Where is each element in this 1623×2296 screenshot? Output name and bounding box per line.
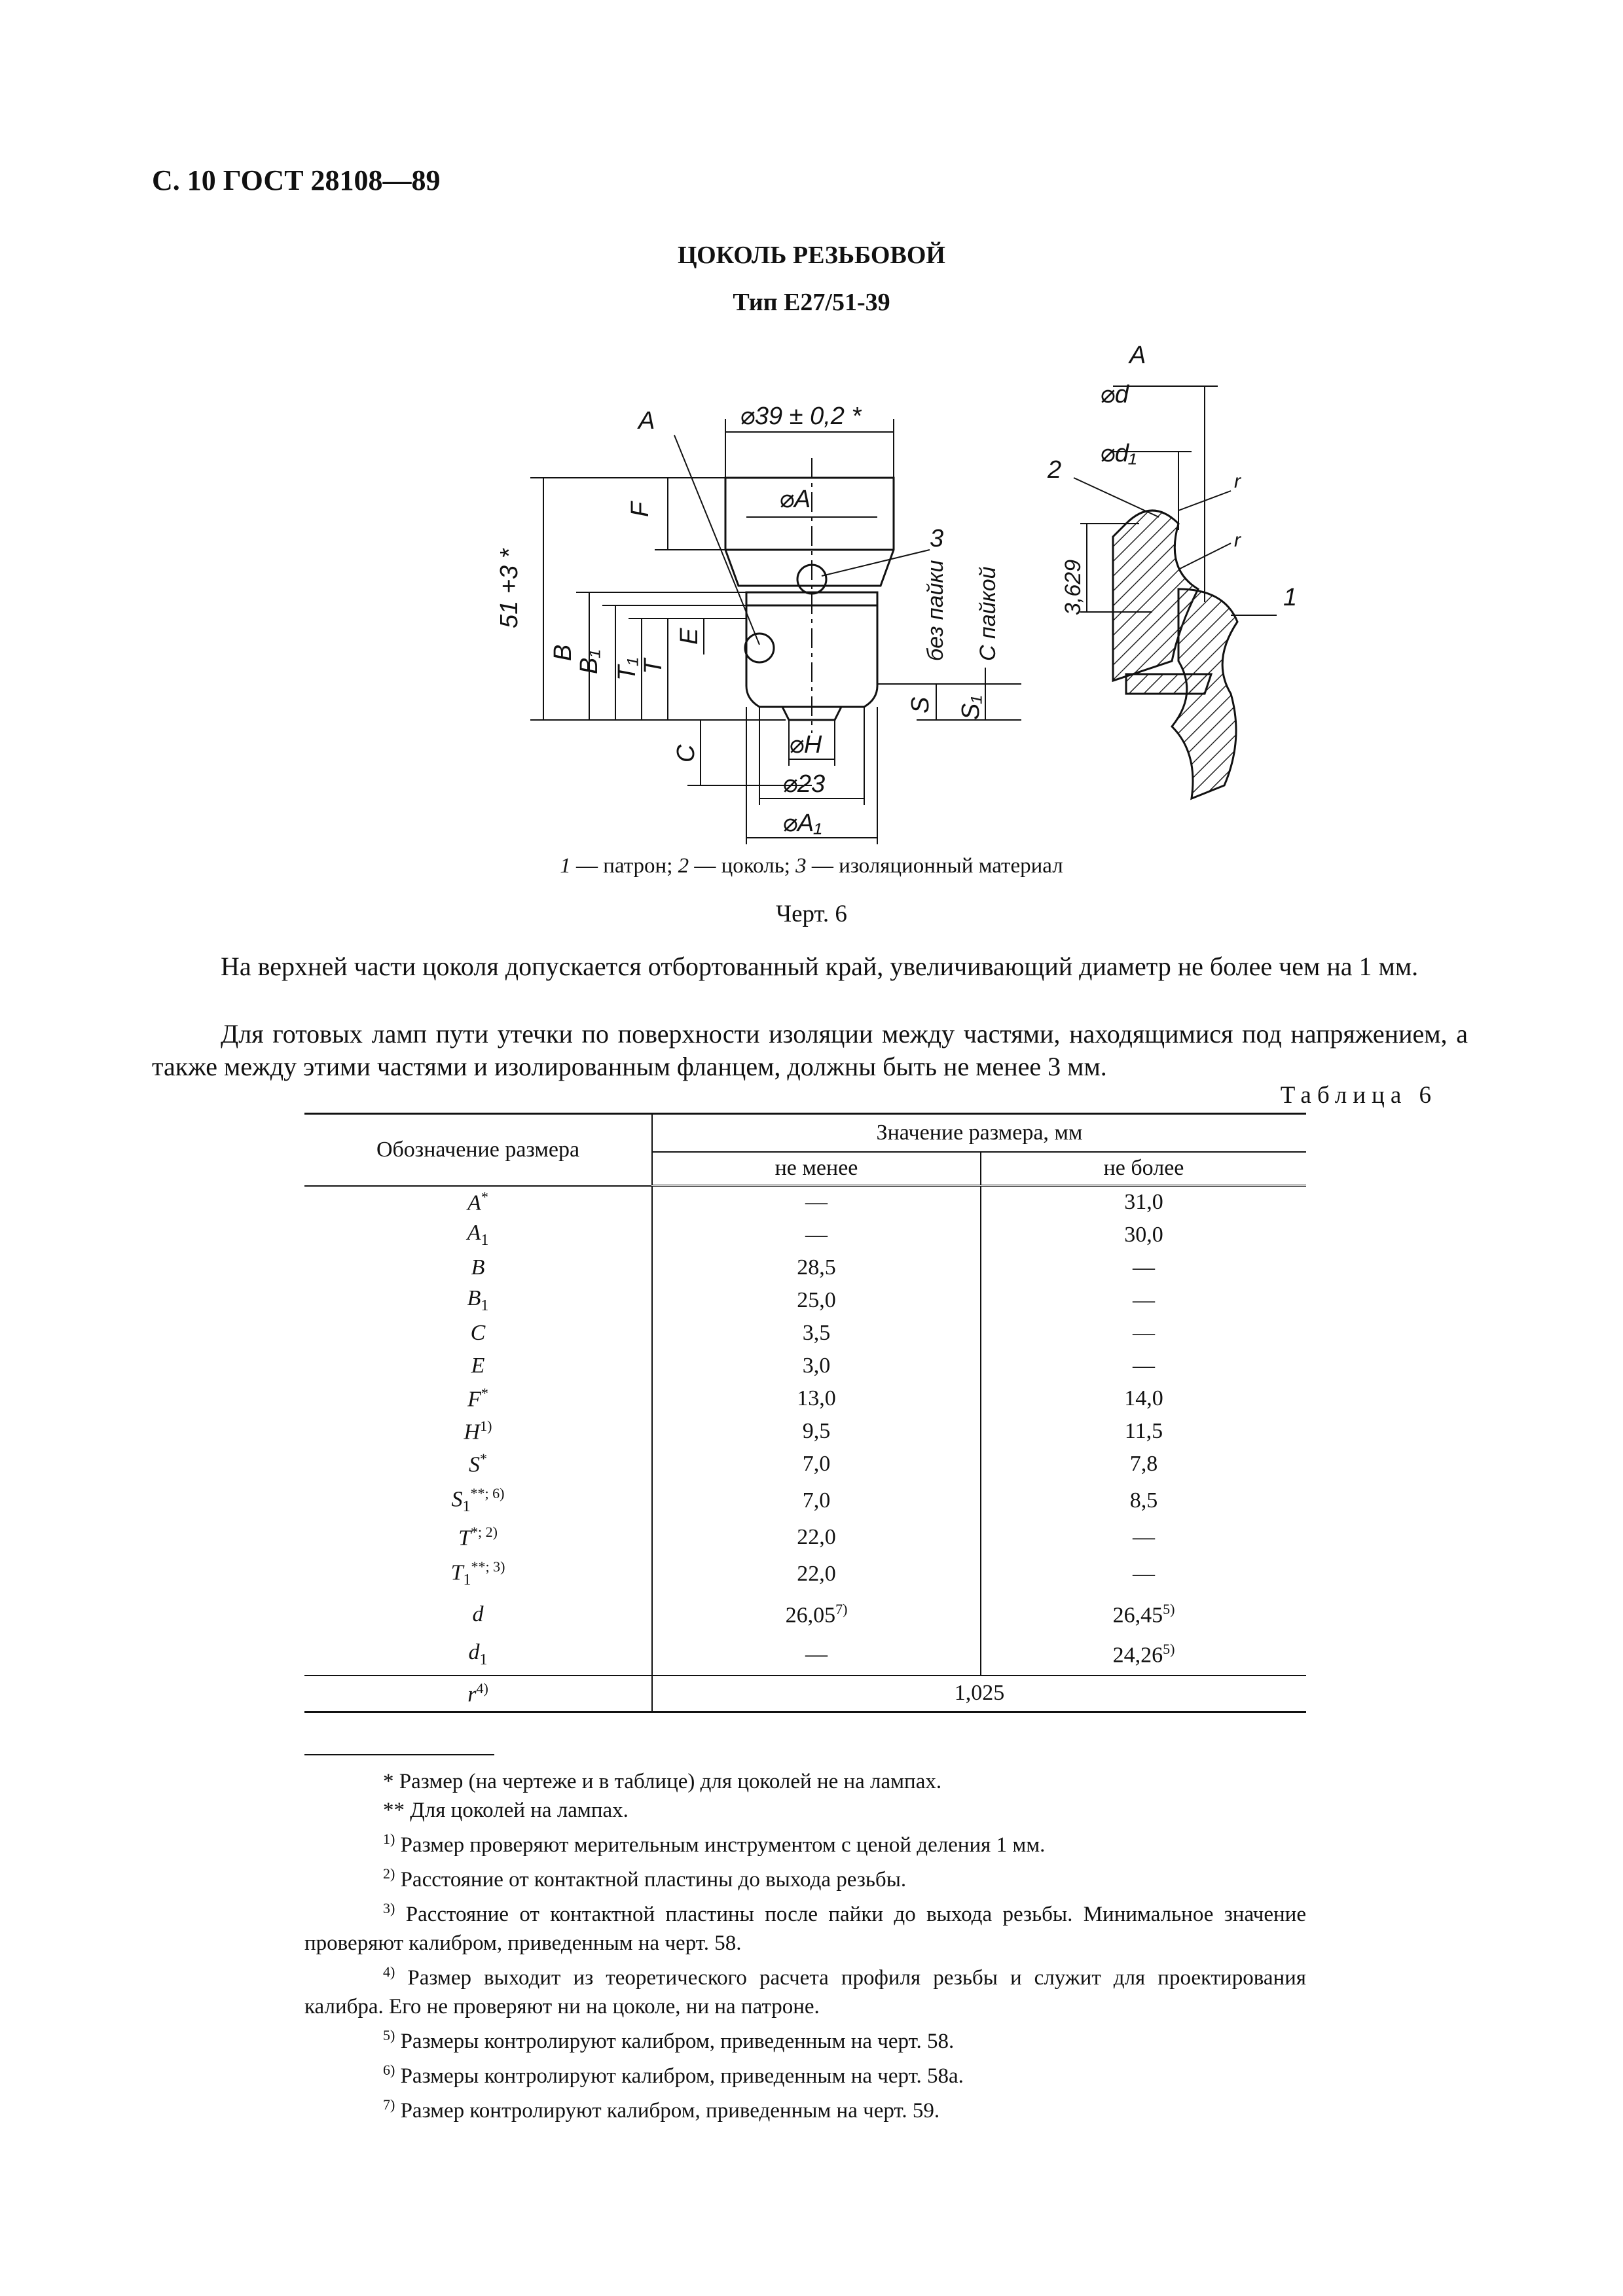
cell-max: [981, 1635, 1306, 1676]
value-min: 3,0: [802, 1353, 831, 1378]
footnote-text: Для цоколей на лампах.: [405, 1799, 629, 1822]
table-row: [304, 1521, 1306, 1554]
footnote-rule: [304, 1754, 494, 1755]
value-min: —: [805, 1190, 828, 1215]
value-min: —: [805, 1642, 828, 1666]
symbol: r: [467, 1681, 477, 1706]
table-row: [304, 1186, 1306, 1219]
symbol-superscript: 1): [480, 1417, 492, 1434]
value-min: 26,05: [785, 1603, 836, 1628]
footnotes: [304, 1754, 1306, 2125]
cell-designation: [304, 1350, 652, 1382]
value-max: —: [1133, 1320, 1155, 1345]
label-callout-2: 2: [1048, 456, 1062, 484]
symbol: T: [450, 1560, 464, 1585]
footnote-text: Размер выходит из теоретического расчета профиля резьбы и служит для проектирования калибра. Его не проверяют ни на цоколе, ни на патроне.: [304, 1966, 1306, 2018]
label-d39: ⌀39 ± 0,2 *: [740, 403, 862, 430]
footnote: [304, 1958, 1306, 2021]
symbol-subscript: 1: [481, 1231, 489, 1249]
footnote: [304, 2056, 1306, 2090]
value-min-note: 7): [835, 1600, 848, 1617]
label-B1: B₁: [575, 649, 603, 674]
symbol: S: [451, 1487, 463, 1512]
cell-max: [981, 1480, 1306, 1521]
cell-max: [981, 1448, 1306, 1480]
col-max: не более: [981, 1152, 1306, 1186]
drawing-title: ЦОКОЛЬ РЕЗЬБОВОЙ: [678, 242, 945, 269]
cell-min: [652, 1554, 981, 1594]
col-designation: Обозначение размера: [304, 1114, 652, 1186]
value-max: 30,0: [1124, 1222, 1163, 1247]
value-max: 11,5: [1124, 1418, 1163, 1443]
footnote-text: Размер проверяют мерительным инструментом с ценой деления 1 мм.: [395, 1833, 1046, 1857]
value-max: 14,0: [1124, 1386, 1163, 1410]
table-row-r: [304, 1676, 1306, 1712]
footnote-text: Размер контролируют калибром, приведенным на черт. 59.: [395, 2099, 940, 2123]
label-dH: ⌀H: [789, 731, 822, 759]
col-value: Значение размера, мм: [652, 1114, 1306, 1152]
footnote: [304, 2090, 1306, 2125]
drawing-caption: Черт. 6: [776, 901, 847, 927]
value-max: 26,45: [1112, 1603, 1163, 1628]
footnote: [304, 1859, 1306, 1894]
symbol-superscript: *: [480, 1450, 487, 1467]
table-row: [304, 1350, 1306, 1382]
cell-max: [981, 1251, 1306, 1284]
symbol-superscript: **; 3): [471, 1558, 505, 1575]
value-min: 7,0: [802, 1451, 831, 1476]
cell-designation: [304, 1521, 652, 1554]
cell-max: [981, 1219, 1306, 1251]
symbol-superscript: **; 6): [470, 1484, 505, 1501]
paragraph-2: Для готовых ламп пути утечки по поверхности изоляции между частями, находящимися под напряжением, а также между этими частями и изолированным фланцем, должны быть не менее 3 мм.: [152, 1019, 1468, 1081]
symbol: d: [468, 1640, 480, 1665]
cell-designation: [304, 1480, 652, 1521]
symbol-subscript: 1: [479, 1651, 488, 1668]
label-B: B: [549, 644, 577, 661]
label-T: T: [640, 658, 667, 674]
table-row: [304, 1382, 1306, 1415]
footnote-text: Расстояние от контактной пластины до выхода резьбы.: [395, 1868, 907, 1892]
symbol-subscript: 1: [481, 1297, 489, 1314]
footnote-mark: 6): [383, 2062, 395, 2078]
footnote: [304, 2021, 1306, 2056]
cell-min: [652, 1382, 981, 1415]
footnote-text: Размеры контролируют калибром, приведенным на черт. 58а.: [395, 2064, 964, 2088]
symbol-superscript: *: [481, 1189, 488, 1206]
symbol-superscript: *: [481, 1384, 488, 1401]
label-S: S: [907, 696, 934, 713]
value-max: —: [1133, 1255, 1155, 1280]
cell-min: [652, 1415, 981, 1448]
footnote-mark: 7): [383, 2096, 395, 2113]
table-row: [304, 1480, 1306, 1521]
symbol: T: [458, 1526, 471, 1551]
footnote-mark: 5): [383, 2027, 395, 2043]
footnote-mark: 3): [383, 1900, 395, 1916]
footnote-text: Расстояние от контактной пластины после пайки до выхода резьбы. Минимальное значение проверяют калибром, приведенным на черт. 58.: [304, 1903, 1306, 1955]
label-C: C: [672, 744, 700, 762]
label-r: r: [1234, 471, 1241, 492]
cell-min: [652, 1480, 981, 1521]
symbol: B: [467, 1285, 481, 1310]
label-dd1: ⌀d₁: [1100, 440, 1137, 467]
label-S1: S₁: [957, 695, 985, 720]
symbol-subscript: 1: [463, 1571, 471, 1589]
table-row: [304, 1448, 1306, 1480]
cell-designation: [304, 1251, 652, 1284]
footnote: [304, 1796, 1306, 1825]
label-dA1: ⌀A₁: [782, 810, 822, 837]
cell-designation: [304, 1186, 652, 1219]
value-max: 24,26: [1112, 1643, 1163, 1668]
footnote-mark: *: [383, 1770, 394, 1793]
table-row: [304, 1415, 1306, 1448]
table-row: [304, 1554, 1306, 1594]
footnote-mark: 1): [383, 1831, 395, 1847]
cell-min: [652, 1251, 981, 1284]
symbol: B: [471, 1255, 485, 1280]
footnote-mark: **: [383, 1799, 405, 1822]
cell-max: [981, 1415, 1306, 1448]
cell-max: [981, 1284, 1306, 1317]
cell-designation: [304, 1415, 652, 1448]
value-max-note: 5): [1163, 1600, 1175, 1617]
cell-designation: [304, 1382, 652, 1415]
table-row: [304, 1317, 1306, 1350]
label-view-a: A: [638, 407, 655, 435]
cell-min: [652, 1317, 981, 1350]
symbol: A: [467, 1191, 481, 1215]
cell-designation: [304, 1448, 652, 1480]
value-min: 9,5: [802, 1418, 831, 1443]
label-bez-payki: без пайки: [923, 560, 948, 661]
cell-min: [652, 1350, 981, 1382]
label-dA: ⌀A: [779, 486, 811, 513]
value-min: 22,0: [797, 1561, 836, 1586]
page-header: С. 10 ГОСТ 28108—89: [152, 164, 441, 196]
symbol: H: [464, 1420, 481, 1444]
symbol: F: [467, 1387, 481, 1412]
paragraph-1: На верхней части цоколя допускается отбортованный край, увеличивающий диаметр не более чем на 1 мм.: [221, 952, 1419, 981]
label-s-paykoy: С пайкой: [976, 566, 1000, 661]
footnote: [304, 1825, 1306, 1859]
label-r2: r: [1234, 529, 1241, 551]
value-min: —: [805, 1222, 828, 1247]
footnote-text: Размер (на чертеже и в таблице) для цоколей не на лампах.: [393, 1770, 942, 1793]
cell-min: [652, 1186, 981, 1219]
table-number: Таблица 6: [1280, 1082, 1437, 1109]
symbol: S: [469, 1452, 480, 1477]
cell-max: [981, 1521, 1306, 1554]
cell-designation: [304, 1594, 652, 1635]
symbol-subscript: 1: [462, 1498, 471, 1516]
symbol: E: [471, 1353, 485, 1378]
value-min: 28,5: [797, 1255, 836, 1280]
label-d23: ⌀23: [782, 770, 826, 798]
table-row: [304, 1635, 1306, 1676]
symbol: d: [472, 1602, 484, 1626]
drawing-legend: 1 — патрон; 2 — цоколь; 3 — изоляционный материал: [560, 854, 1063, 878]
value-max: —: [1133, 1353, 1155, 1378]
value-max: 8,5: [1129, 1488, 1158, 1513]
value-min: 7,0: [802, 1488, 831, 1513]
footnote-mark: 4): [383, 1964, 395, 1980]
cell-min: [652, 1448, 981, 1480]
footnote-text: Размеры контролируют калибром, приведенным на черт. 58.: [395, 2030, 955, 2053]
cell-max: [981, 1317, 1306, 1350]
label-E: E: [676, 628, 703, 645]
label-T1: T₁: [613, 657, 641, 681]
label-pitch: 3,629: [1061, 559, 1085, 615]
cell-max: [981, 1350, 1306, 1382]
label-view-a-right: A: [1129, 342, 1146, 369]
symbol-superscript: 4): [476, 1679, 488, 1696]
label-51: 51 +3 *: [496, 548, 523, 628]
label-F: F: [627, 501, 654, 517]
drawing-subtitle: Тип Е27/51-39: [733, 289, 890, 316]
symbol: C: [470, 1320, 486, 1345]
cell-max: [981, 1382, 1306, 1415]
value-min: 3,5: [802, 1320, 831, 1345]
col-min: не менее: [652, 1152, 981, 1186]
value-max: 7,8: [1129, 1451, 1158, 1476]
cell-designation: [304, 1284, 652, 1317]
value-max-note: 5): [1163, 1641, 1175, 1658]
value-max: —: [1133, 1561, 1155, 1586]
symbol-superscript: *; 2): [470, 1523, 498, 1540]
footnote-mark: 2): [383, 1865, 395, 1882]
technical-drawing: [0, 0, 1623, 851]
cell-value-r: 1,025: [652, 1676, 1306, 1712]
table-row: [304, 1251, 1306, 1284]
cell-designation: [304, 1219, 652, 1251]
cell-designation: [304, 1635, 652, 1676]
table-row: [304, 1219, 1306, 1251]
cell-min: [652, 1521, 981, 1554]
table-row: [304, 1594, 1306, 1635]
footnote: [304, 1767, 1306, 1796]
cell-min: [652, 1635, 981, 1676]
value-min: 25,0: [797, 1287, 836, 1312]
cell-designation: [304, 1676, 652, 1712]
label-callout-3: 3: [930, 525, 944, 552]
label-callout-1: 1: [1283, 584, 1298, 611]
cell-designation: [304, 1554, 652, 1594]
value-min: 22,0: [797, 1524, 836, 1549]
cell-max: [981, 1186, 1306, 1219]
label-dd: ⌀d: [1100, 381, 1129, 408]
detail-a-circle: [745, 634, 774, 662]
footnote: [304, 1894, 1306, 1958]
cell-min: [652, 1594, 981, 1635]
value-max: 31,0: [1124, 1190, 1163, 1215]
cell-min: [652, 1284, 981, 1317]
cell-max: [981, 1594, 1306, 1635]
value-min: 13,0: [797, 1386, 836, 1410]
dimension-table: [304, 1113, 1306, 1713]
value-max: —: [1133, 1287, 1155, 1312]
cell-min: [652, 1219, 981, 1251]
symbol: A: [467, 1220, 481, 1245]
cell-designation: [304, 1317, 652, 1350]
cell-max: [981, 1554, 1306, 1594]
value-max: —: [1133, 1524, 1155, 1549]
table-row: [304, 1284, 1306, 1317]
